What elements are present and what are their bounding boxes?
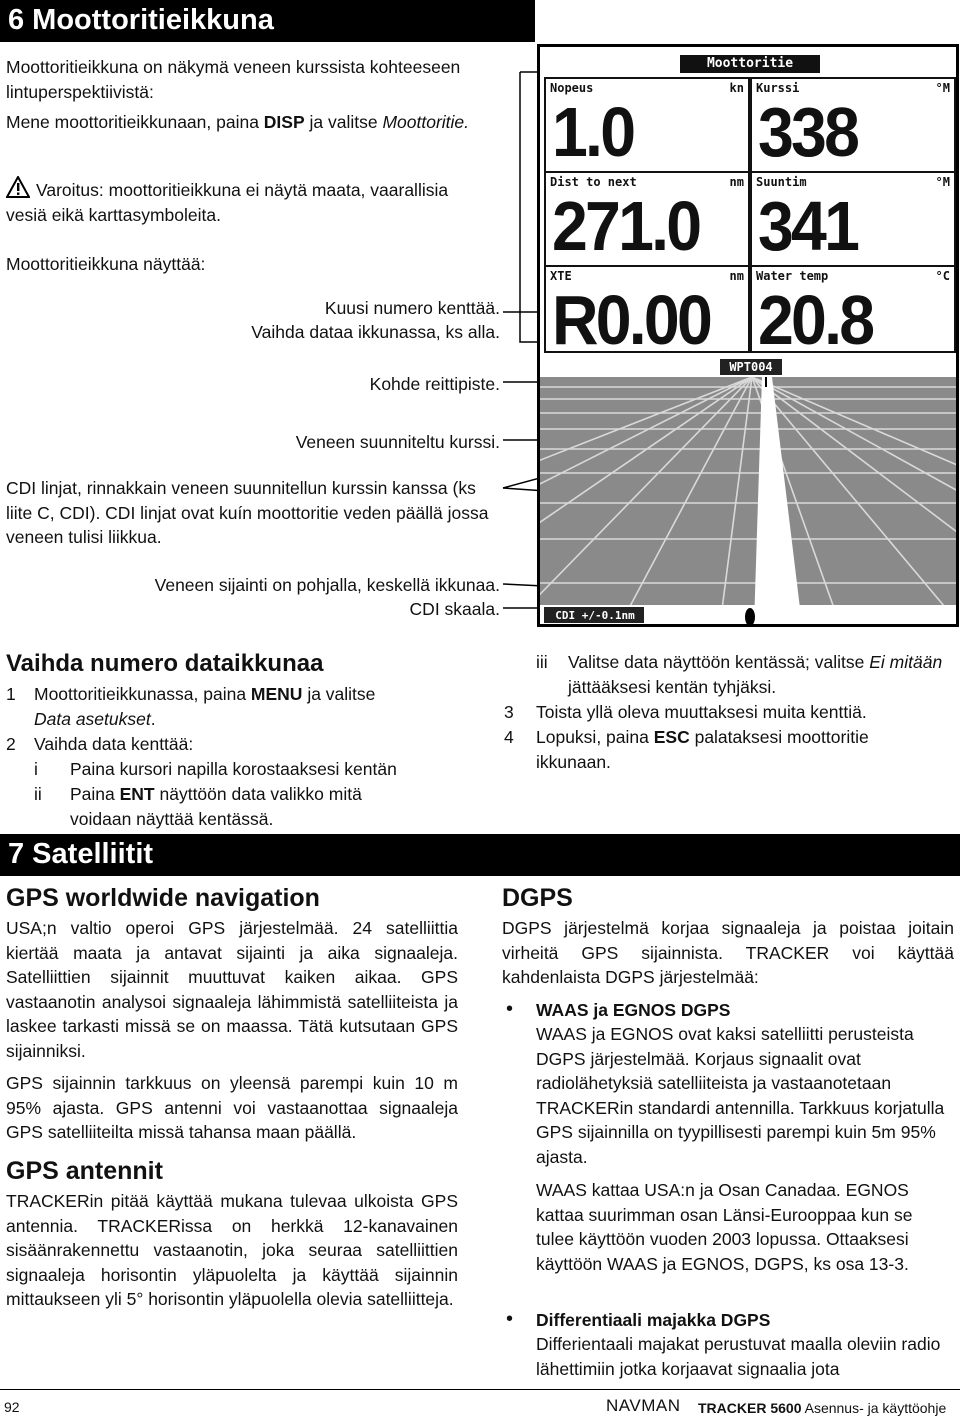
steps-list-right: iii Valitse data näyttöön kentässä; valitse Ei mitään jättääksesi kentän tyhjäksi. 3 Toista yllä oleva muuttaksesi muita kenttiä. 4 Lopuksi, paina ESC palataksesi moottoritie ikkunaan. xyxy=(500,650,955,780)
bullet-2-title: Differentiaali majakka DGPS xyxy=(536,1310,771,1330)
step-1: Moottoritieikkunassa, paina MENU ja valitse Data asetukset. xyxy=(34,684,376,729)
callout-position: Veneen sijainti on pohjalla, keskellä ikkunaa. xyxy=(154,575,500,595)
field-course[interactable]: Kurssi °M 338 xyxy=(750,77,956,173)
instruction-text: Mene moottoritieikkunaan, paina DISP ja valitse Moottoritie. xyxy=(6,112,470,132)
callout-six-fields: Kuusi numero kenttää. xyxy=(324,298,500,318)
bullet-2-icon: • xyxy=(506,1308,514,1330)
shows-label: Moottoritieikkuna näyttää: xyxy=(6,254,206,274)
field-dist-value: 271.0 xyxy=(552,187,700,265)
field-bearing[interactable]: Suuntim °M 341 xyxy=(750,171,956,267)
bullet-1-title: WAAS ja EGNOS DGPS xyxy=(536,1000,731,1020)
brand-logo: NAVMAN xyxy=(606,1396,681,1415)
warning-text: Varoitus: moottoritieikkuna ei näytä maata, vaarallisia vesiä eikä karttasymboleita. xyxy=(6,180,449,225)
step-4: Lopuksi, paina ESC palataksesi moottoritie ikkunaan. xyxy=(536,727,869,772)
gps-paragraph-1: USA;n valtio operoi GPS järjestelmää. 24 satelliittia kiertää maata ja antavat sijainti ja aika signaaleja. Satelliittien sijainnit muuttuvat kaiken aikaa. GPS vastaanotin analysoi signaaleja lähimmistä satelliiteista ja laskee tarkasti missä se on maassa. Tätä kutsutaan GPS sijainniksi. xyxy=(6,918,458,1061)
callout-planned-course: Veneen suunniteltu kurssi. xyxy=(295,432,500,452)
bullet-1-icon: • xyxy=(506,998,514,1020)
section-7-title: 7 Satelliitit xyxy=(8,838,154,870)
gps-paragraph-2: GPS sijainnin tarkkuus on yleensä parempi kuin 10 m 95% ajasta. GPS antenni voi vastaanottaa signaaleja GPS satelliiteilta missä tahansa maan päällä. xyxy=(6,1073,458,1143)
field-water-value: 20.8 xyxy=(758,281,873,359)
gps-heading: GPS worldwide navigation xyxy=(6,884,320,912)
bullet-2-paragraph: Differientaali majakat perustuvat maalla oleviin radio lähettimiin jotka korjaavat signaalia jota xyxy=(536,1334,941,1379)
highway-screen xyxy=(537,44,959,627)
waypoint-label: WPT004 xyxy=(720,359,782,375)
page-number: 92 xyxy=(4,1399,20,1415)
step-2-ii: Paina ENT näyttöön data valikko mitä voidaan näyttää kentässä. xyxy=(70,784,362,829)
field-speed[interactable]: Nopeus kn 1.0 xyxy=(544,77,750,173)
field-water-temp[interactable]: Water temp °C 20.8 xyxy=(750,265,956,353)
footer-rule xyxy=(0,1389,960,1390)
dgps-heading: DGPS xyxy=(502,884,573,912)
screen-title-bar xyxy=(680,55,820,73)
bullet-1-paragraph-1: WAAS ja EGNOS ovat kaksi satelliitti perusteista DGPS järjestelmää. Korjaus signaalit ovat radiolähetyksiä satelliiteista ja vastaanotetaan TRACKERin standardi antennilla. Tarkkuus korjatulla GPS sijainnilla on tyypillisesti parempi kuin 5m 95% ajasta. xyxy=(536,1024,945,1167)
section-6-title: 6 Moottoritieikkuna xyxy=(8,4,274,36)
cdi-scale-label: CDI +/-0.1nm xyxy=(555,609,635,622)
antenna-paragraph: TRACKERin pitää käyttää mukana tulevaa ulkoista GPS antennia. TRACKERissa on herkkä 12-kanavainen sisäänrakennettu vastaanotin, joka seuraa satelliittien signaaleja horisontin yläpuolelta ja käyttää sijainnin mittaukseen yli 5° horisontin yläpuolella olevia satelliitteja. xyxy=(6,1191,458,1310)
bullet-1-paragraph-2: WAAS kattaa USA:n ja Osan Canadaa. EGNOS kattaa suurimman osan Länsi-Eurooppaa kun se tulee käyttöön vuoden 2003 lopussa. Ottaaksesi käyttöön WAAS ja EGNOS, DGPS, ks osa 13-3. xyxy=(536,1180,913,1274)
change-section-heading: Vaihda numero dataikkunaa xyxy=(6,650,324,677)
field-course-value: 338 xyxy=(758,93,858,171)
steps-list-left: 1 Moottoritieikkunassa, paina MENU ja valitse Data asetukset. 2 Vaihda data kenttää: i Paina kursori napilla korostaaksesi kentän ii Paina ENT näyttöön data valikko mitä voidaan näyttää kentässä. xyxy=(6,682,476,832)
callout-cdi-scale: CDI skaala. xyxy=(409,599,500,619)
step-2: Vaihda data kenttää: xyxy=(34,734,194,754)
callout-waypoint: Kohde reittipiste. xyxy=(369,374,500,394)
callout-cdi-lines: CDI linjat, rinnakkain veneen suunnitellun kurssin kanssa (ks liite C, CDI). CDI linjat ovat kuín moottoritie veden päällä jossa veneen tulisi liikkua. xyxy=(6,478,489,548)
callout-change-data: Vaihda dataa ikkunassa, ks alla. xyxy=(251,322,500,342)
intro-text: Moottoritieikkuna on näkymä veneen kurssista kohteeseen lintuperspektiivistä: xyxy=(6,57,461,102)
field-xte-value: R0.00 xyxy=(552,281,711,359)
highway-view xyxy=(540,377,956,625)
footer-doc-title: TRACKER 5600 Asennus- ja käyttöohje xyxy=(698,1400,947,1416)
antenna-heading: GPS antennit xyxy=(6,1157,163,1185)
step-2-iii: Valitse data näyttöön kentässä; valitse Ei mitään jättääksesi kentän tyhjäksi. xyxy=(568,652,943,697)
field-xte[interactable]: XTE nm R0.00 xyxy=(544,265,750,353)
field-dist-to-next[interactable]: Dist to next nm 271.0 xyxy=(544,171,750,267)
step-3: Toista yllä oleva muuttaksesi muita kenttiä. xyxy=(536,702,867,722)
dgps-paragraph: DGPS järjestelmä korjaa signaaleja ja poistaa joitain virheitä GPS sijainnista. TRACKER voi käyttää kahdenlaista DGPS järjestelmää: xyxy=(502,918,954,988)
step-2-i: Paina kursori napilla korostaaksesi kentän xyxy=(70,759,397,779)
screen-title: Moottoritie xyxy=(706,56,794,71)
section-7-header xyxy=(0,834,960,876)
field-speed-value: 1.0 xyxy=(552,93,634,171)
field-bearing-value: 341 xyxy=(758,187,858,265)
